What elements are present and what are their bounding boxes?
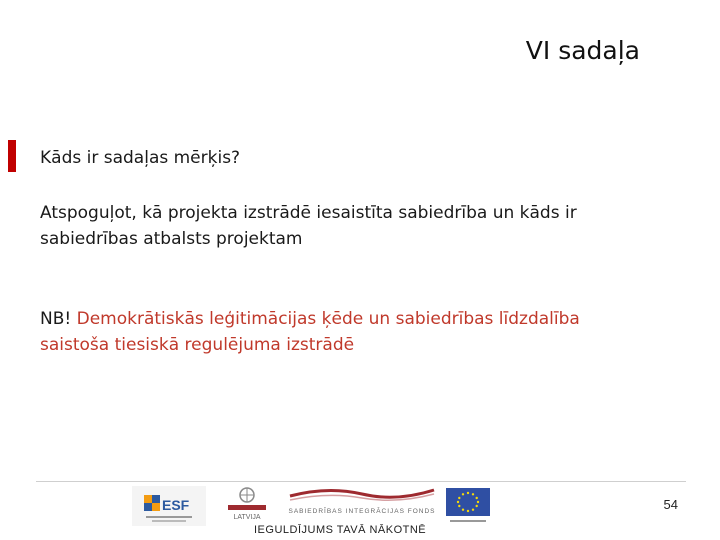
footer-slogan: IEGULDĪJUMS TAVĀ NĀKOTNĒ (254, 524, 427, 536)
esf-logo (132, 486, 206, 526)
section-question: Kāds ir sadaļas mērķis? (40, 148, 241, 168)
footer-divider (36, 481, 686, 482)
slide-title: VI sadaļa (525, 36, 640, 65)
sif-logo (288, 484, 436, 518)
nb-highlight-text: Demokrātiskās leģitimācijas ķēde un sabiedrības līdzdalība saistoša tiesiskā regulējuma izstrādē (40, 309, 580, 355)
nb-label: NB! (40, 309, 77, 329)
latvia-logo-text: LATVIJA (233, 514, 261, 521)
esf-logo-text: ESF (162, 497, 190, 513)
sif-logo-text: SABIEDRĪBAS INTEGRĀCIJAS FONDS (288, 508, 436, 515)
eu-flag-logo (444, 486, 492, 526)
latvia-logo (222, 484, 272, 526)
page-number: 54 (663, 497, 678, 512)
accent-bar (8, 140, 16, 172)
footer-logos (132, 484, 504, 528)
nb-paragraph (40, 306, 640, 358)
answer-paragraph: Atspoguļot, kā projekta izstrādē iesaistīta sabiedrība un kāds ir sabiedrības atbalsts projektam (40, 203, 577, 249)
